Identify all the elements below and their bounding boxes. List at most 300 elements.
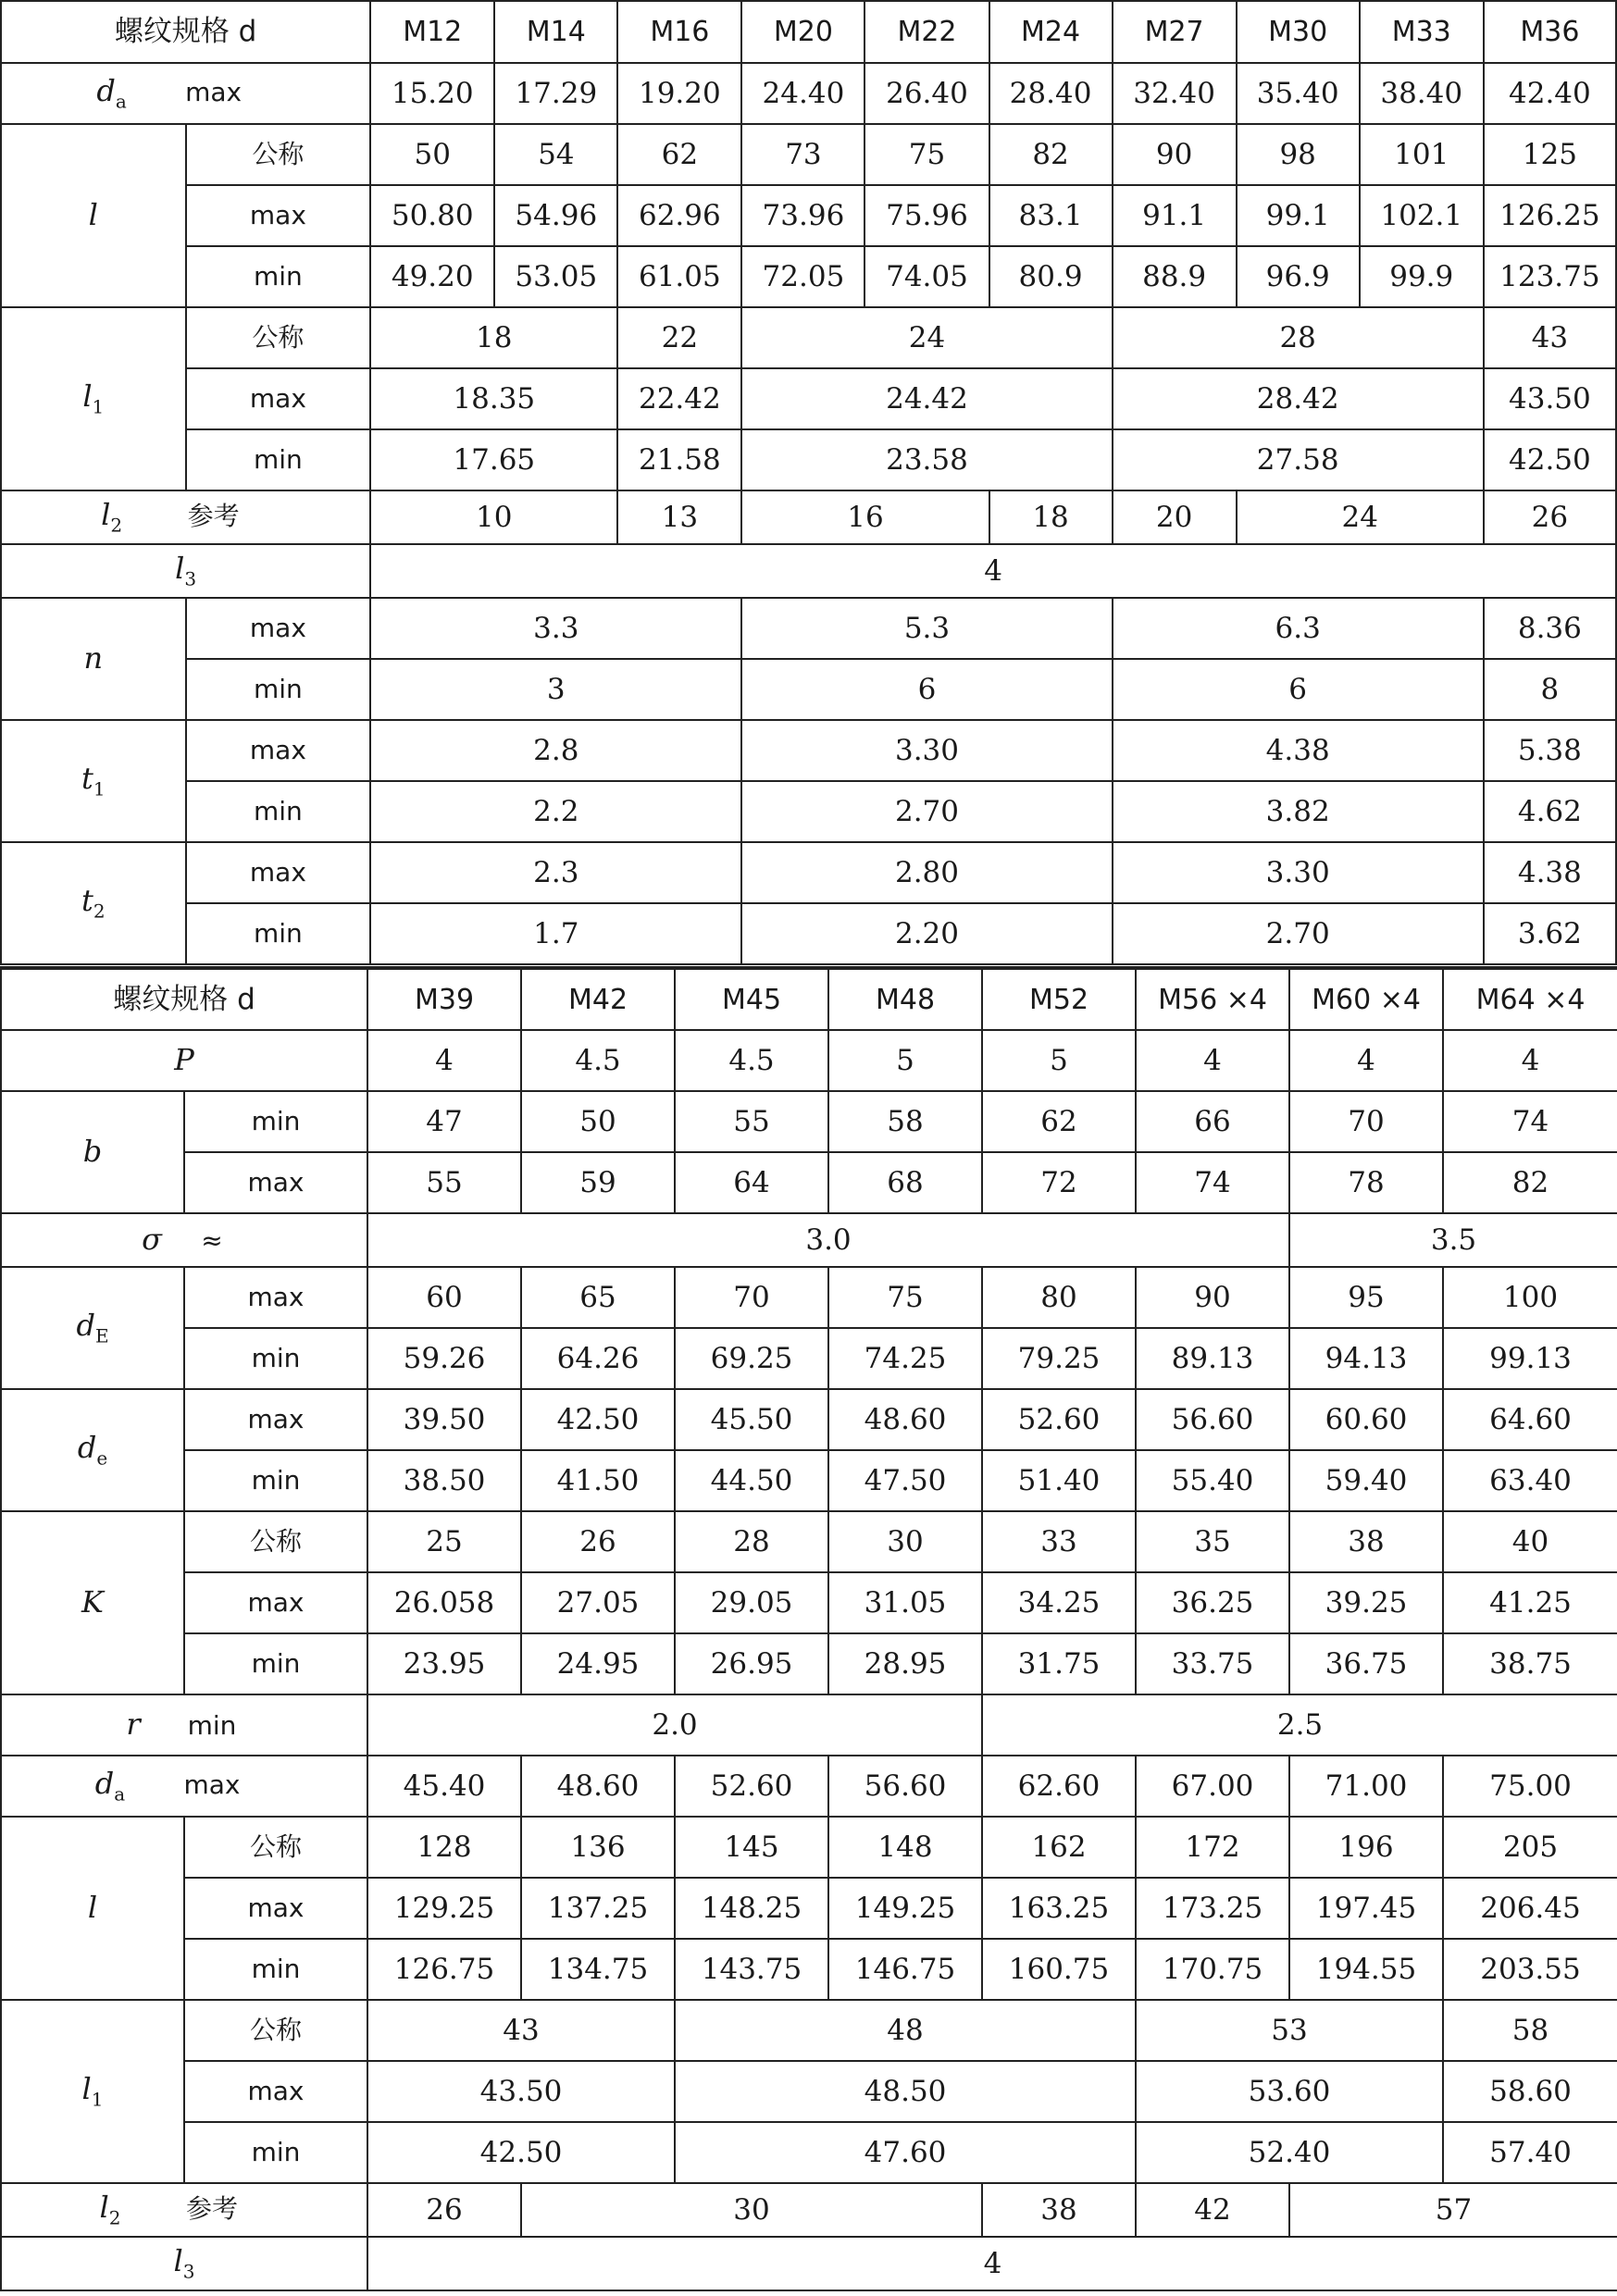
table-cell: 99.9 xyxy=(1360,246,1484,307)
table-cell: 99.1 xyxy=(1237,185,1360,246)
table-cell: 82 xyxy=(989,124,1113,185)
size-header: M16 xyxy=(617,1,741,63)
table-cell: 1.7 xyxy=(370,903,741,964)
table-cell: 38 xyxy=(982,2183,1136,2237)
table-cell: 35.40 xyxy=(1237,63,1360,124)
table-cell: 28.95 xyxy=(828,1633,982,1694)
table-cell: 4.5 xyxy=(675,1030,828,1091)
size-header: M45 xyxy=(675,968,828,1030)
table-cell: 5 xyxy=(982,1030,1136,1091)
b-max-row xyxy=(1,1152,1617,1213)
table-cell: 70 xyxy=(675,1267,828,1328)
table-cell: 99.13 xyxy=(1443,1328,1617,1389)
t2-min-row xyxy=(1,903,1616,964)
t2-symbol: $t_2$ xyxy=(1,842,186,964)
size-header: M27 xyxy=(1113,1,1237,63)
table-cell: 82 xyxy=(1443,1152,1617,1213)
table-cell: 23.58 xyxy=(741,429,1112,490)
table-cell: 10 xyxy=(370,490,617,544)
size-header: M30 xyxy=(1237,1,1360,63)
table-cell: 91.1 xyxy=(1113,185,1237,246)
table-cell: 3.0 xyxy=(367,1213,1289,1267)
table-cell: 74.05 xyxy=(864,246,989,307)
l1-min-row xyxy=(1,429,1616,490)
r-symbol: r xyxy=(126,1706,141,1743)
table-cell: 160.75 xyxy=(982,1939,1136,2000)
da-max-label: max xyxy=(183,1769,241,1801)
size-header: M36 xyxy=(1484,1,1616,63)
table-cell: 52.60 xyxy=(675,1756,828,1817)
table-cell: 75 xyxy=(864,124,989,185)
table-cell: 50 xyxy=(521,1091,675,1152)
table-cell: 17.29 xyxy=(494,63,617,124)
table-cell: 62 xyxy=(982,1091,1136,1152)
table-cell: 123.75 xyxy=(1484,246,1616,307)
table-cell: 42.50 xyxy=(1484,429,1616,490)
l2-row xyxy=(1,490,1616,544)
table-cell: 4 xyxy=(1136,1030,1289,1091)
r-row xyxy=(1,1694,1617,1756)
table-cell: 52.60 xyxy=(982,1389,1136,1450)
l1-max-row xyxy=(1,368,1616,429)
size-header: M33 xyxy=(1360,1,1484,63)
table-cell: 57 xyxy=(1289,2183,1617,2237)
n-symbol: n xyxy=(1,598,186,720)
table-cell: 148 xyxy=(828,1817,982,1878)
size-header: M20 xyxy=(741,1,864,63)
table-cell: 89.13 xyxy=(1136,1328,1289,1389)
size-header: M24 xyxy=(989,1,1113,63)
p-symbol: P xyxy=(1,1030,367,1091)
table-cell: 67.00 xyxy=(1136,1756,1289,1817)
da-label xyxy=(1,63,370,124)
table-cell: 58 xyxy=(1443,2000,1617,2061)
max-label: max xyxy=(184,2061,367,2122)
table-cell: 3.82 xyxy=(1113,781,1484,842)
l3-row xyxy=(1,544,1616,598)
de-max-row xyxy=(1,1389,1617,1450)
table-cell: 24.42 xyxy=(741,368,1112,429)
table-cell: 53.60 xyxy=(1136,2061,1443,2122)
table-cell: 75 xyxy=(828,1267,982,1328)
table-cell: 148.25 xyxy=(675,1878,828,1939)
reference-label: 参考 xyxy=(187,501,240,532)
table-cell: 26 xyxy=(367,2183,521,2237)
table-cell: 146.75 xyxy=(828,1939,982,2000)
max-label: max xyxy=(184,1152,367,1213)
table-cell: 48.60 xyxy=(828,1389,982,1450)
table-cell: 61.05 xyxy=(617,246,741,307)
table-cell: 65 xyxy=(521,1267,675,1328)
max-label: max xyxy=(186,842,371,903)
table-cell: 26 xyxy=(521,1511,675,1572)
table-cell: 74 xyxy=(1136,1152,1289,1213)
l-symbol: l xyxy=(1,124,186,307)
size-header: M64 ×4 xyxy=(1443,968,1617,1030)
da-label xyxy=(1,1756,367,1817)
table-cell: 129.25 xyxy=(367,1878,521,1939)
table-cell: 42.50 xyxy=(367,2122,675,2183)
nominal-label: 公称 xyxy=(184,1817,367,1878)
table-cell: 31.05 xyxy=(828,1572,982,1633)
max-label: max xyxy=(186,368,371,429)
table-cell: 54 xyxy=(494,124,617,185)
max-label: max xyxy=(184,1267,367,1328)
table-cell: 88.9 xyxy=(1113,246,1237,307)
table-cell: 2.70 xyxy=(1113,903,1484,964)
table-cell: 74.25 xyxy=(828,1328,982,1389)
l-max-row xyxy=(1,185,1616,246)
table-cell: 54.96 xyxy=(494,185,617,246)
l2-symbol: $l_2$ xyxy=(101,497,123,537)
dE-symbol: $d_E$ xyxy=(1,1267,184,1389)
table-cell: 71.00 xyxy=(1289,1756,1443,1817)
l1-symbol: $l_1$ xyxy=(1,307,186,490)
table-cell: 80.9 xyxy=(989,246,1113,307)
table-cell: 74 xyxy=(1443,1091,1617,1152)
table-cell: 64.60 xyxy=(1443,1389,1617,1450)
table-cell: 102.1 xyxy=(1360,185,1484,246)
table-cell: 79.25 xyxy=(982,1328,1136,1389)
table-cell: 48 xyxy=(675,2000,1136,2061)
sigma-row xyxy=(1,1213,1617,1267)
table-cell: 162 xyxy=(982,1817,1136,1878)
table-cell: 75.96 xyxy=(864,185,989,246)
table-cell: 2.20 xyxy=(741,903,1112,964)
max-label: max xyxy=(186,720,371,781)
n-min-row xyxy=(1,659,1616,720)
table-cell: 21.58 xyxy=(617,429,741,490)
table-cell: 4 xyxy=(370,544,1616,598)
table-cell: 203.55 xyxy=(1443,1939,1617,2000)
reference-label: 参考 xyxy=(185,2193,238,2225)
min-label: min xyxy=(184,2122,367,2183)
table-cell: 15.20 xyxy=(370,63,494,124)
min-label: min xyxy=(184,1939,367,2000)
table-cell: 26.95 xyxy=(675,1633,828,1694)
table-cell: 2.5 xyxy=(982,1694,1617,1756)
table-cell: 39.25 xyxy=(1289,1572,1443,1633)
size-header: M12 xyxy=(370,1,494,63)
table-cell: 58.60 xyxy=(1443,2061,1617,2122)
table-cell: 28.42 xyxy=(1113,368,1484,429)
size-header: M39 xyxy=(367,968,521,1030)
table-cell: 25 xyxy=(367,1511,521,1572)
table-cell: 26.058 xyxy=(367,1572,521,1633)
table-cell: 8.36 xyxy=(1484,598,1616,659)
table-cell: 18.35 xyxy=(370,368,617,429)
sigma-symbol: σ xyxy=(142,1222,162,1258)
table-cell: 30 xyxy=(828,1511,982,1572)
table-cell: 27.05 xyxy=(521,1572,675,1633)
table-cell: 47 xyxy=(367,1091,521,1152)
table-cell: 95 xyxy=(1289,1267,1443,1328)
table-cell: 59.40 xyxy=(1289,1450,1443,1511)
table-cell: 206.45 xyxy=(1443,1878,1617,1939)
nominal-label: 公称 xyxy=(186,307,371,368)
table-cell: 20 xyxy=(1113,490,1237,544)
l-nominal-row xyxy=(1,1817,1617,1878)
min-label: min xyxy=(184,1328,367,1389)
table-cell: 62 xyxy=(617,124,741,185)
min-label: min xyxy=(184,1091,367,1152)
table-cell: 28.40 xyxy=(989,63,1113,124)
l-min-row xyxy=(1,1939,1617,2000)
table-cell: 137.25 xyxy=(521,1878,675,1939)
table-cell: 72.05 xyxy=(741,246,864,307)
table-cell: 53.05 xyxy=(494,246,617,307)
table-cell: 4.38 xyxy=(1113,720,1484,781)
table-cell: 27.58 xyxy=(1113,429,1484,490)
table-cell: 28 xyxy=(1113,307,1484,368)
table-cell: 50.80 xyxy=(370,185,494,246)
table-cell: 41.25 xyxy=(1443,1572,1617,1633)
table-cell: 2.2 xyxy=(370,781,741,842)
table-cell: 48.60 xyxy=(521,1756,675,1817)
table-cell: 31.75 xyxy=(982,1633,1136,1694)
table-cell: 126.75 xyxy=(367,1939,521,2000)
table-cell: 6 xyxy=(1113,659,1484,720)
table-cell: 73.96 xyxy=(741,185,864,246)
table-cell: 60.60 xyxy=(1289,1389,1443,1450)
l2-symbol: $l_2$ xyxy=(99,2190,121,2229)
n-max-row xyxy=(1,598,1616,659)
table-cell: 134.75 xyxy=(521,1939,675,2000)
thread-spec-header: 螺纹规格 d xyxy=(1,1,370,63)
table-cell: 3 xyxy=(370,659,741,720)
table-cell: 4 xyxy=(1289,1030,1443,1091)
table-cell: 52.40 xyxy=(1136,2122,1443,2183)
table-cell: 30 xyxy=(521,2183,982,2237)
header-row xyxy=(1,968,1617,1030)
de-min-row xyxy=(1,1450,1617,1511)
k-symbol: K xyxy=(1,1511,184,1694)
table-cell: 6.3 xyxy=(1113,598,1484,659)
min-label: min xyxy=(186,659,371,720)
max-label: max xyxy=(184,1878,367,1939)
l3-symbol: $l_3$ xyxy=(1,544,370,598)
table-cell: 34.25 xyxy=(982,1572,1136,1633)
l-symbol: l xyxy=(1,1817,184,2000)
table-cell: 22 xyxy=(617,307,741,368)
table-cell: 33.75 xyxy=(1136,1633,1289,1694)
max-label: max xyxy=(184,1572,367,1633)
size-header: M56 ×4 xyxy=(1136,968,1289,1030)
table-cell: 75.00 xyxy=(1443,1756,1617,1817)
table-cell: 78 xyxy=(1289,1152,1443,1213)
da-symbol: $d_a$ xyxy=(94,1766,126,1806)
table-cell: 2.3 xyxy=(370,842,741,903)
size-header: M42 xyxy=(521,968,675,1030)
size-header: M14 xyxy=(494,1,617,63)
table-cell: 145 xyxy=(675,1817,828,1878)
da-row xyxy=(1,1756,1617,1817)
l-min-row xyxy=(1,246,1616,307)
spec-table-lower xyxy=(0,966,1617,2291)
max-label: max xyxy=(186,185,371,246)
table-cell: 4.38 xyxy=(1484,842,1616,903)
table-cell: 43 xyxy=(1484,307,1616,368)
k-nominal-row xyxy=(1,1511,1617,1572)
sigma-label xyxy=(1,1213,367,1267)
table-cell: 98 xyxy=(1237,124,1360,185)
min-label: min xyxy=(186,903,371,964)
table-cell: 57.40 xyxy=(1443,2122,1617,2183)
min-label: min xyxy=(184,1633,367,1694)
t2-max-row xyxy=(1,842,1616,903)
table-cell: 45.40 xyxy=(367,1756,521,1817)
l3-symbol: $l_3$ xyxy=(1,2237,367,2290)
approx-label: ≈ xyxy=(201,1225,223,1257)
table-cell: 16 xyxy=(741,490,989,544)
table-cell: 40 xyxy=(1443,1511,1617,1572)
table-cell: 73 xyxy=(741,124,864,185)
table-cell: 47.60 xyxy=(675,2122,1136,2183)
max-label: max xyxy=(186,598,371,659)
table-cell: 22.42 xyxy=(617,368,741,429)
table-cell: 42.40 xyxy=(1484,63,1616,124)
min-label: min xyxy=(184,1450,367,1511)
table-cell: 69.25 xyxy=(675,1328,828,1389)
table-cell: 4.62 xyxy=(1484,781,1616,842)
table-cell: 3.5 xyxy=(1289,1213,1617,1267)
table-cell: 5.38 xyxy=(1484,720,1616,781)
max-label: max xyxy=(184,1389,367,1450)
table-cell: 8 xyxy=(1484,659,1616,720)
l-nominal-row xyxy=(1,124,1616,185)
table-cell: 100 xyxy=(1443,1267,1617,1328)
table-cell: 2.0 xyxy=(367,1694,982,1756)
table-cell: 62.60 xyxy=(982,1756,1136,1817)
da-row xyxy=(1,63,1616,124)
table-cell: 4.5 xyxy=(521,1030,675,1091)
table-cell: 47.50 xyxy=(828,1450,982,1511)
table-cell: 80 xyxy=(982,1267,1136,1328)
l2-label xyxy=(1,490,370,544)
de-symbol: $d_e$ xyxy=(1,1389,184,1511)
min-label: min xyxy=(186,246,371,307)
table-cell: 56.60 xyxy=(1136,1389,1289,1450)
nominal-label: 公称 xyxy=(184,2000,367,2061)
table-cell: 2.80 xyxy=(741,842,1112,903)
table-cell: 90 xyxy=(1113,124,1237,185)
l1-nominal-row xyxy=(1,307,1616,368)
table-cell: 55.40 xyxy=(1136,1450,1289,1511)
t1-max-row xyxy=(1,720,1616,781)
table-cell: 42 xyxy=(1136,2183,1289,2237)
table-cell: 19.20 xyxy=(617,63,741,124)
table-cell: 29.05 xyxy=(675,1572,828,1633)
table-cell: 66 xyxy=(1136,1091,1289,1152)
l-max-row xyxy=(1,1878,1617,1939)
table-cell: 41.50 xyxy=(521,1450,675,1511)
min-label: min xyxy=(186,429,371,490)
table-cell: 64.26 xyxy=(521,1328,675,1389)
dE-max-row xyxy=(1,1267,1617,1328)
table-cell: 94.13 xyxy=(1289,1328,1443,1389)
table-cell: 4 xyxy=(367,2237,1617,2290)
table-cell: 101 xyxy=(1360,124,1484,185)
table-cell: 24 xyxy=(1237,490,1484,544)
table-cell: 55 xyxy=(367,1152,521,1213)
l1-nominal-row xyxy=(1,2000,1617,2061)
table-cell: 128 xyxy=(367,1817,521,1878)
table-cell: 90 xyxy=(1136,1267,1289,1328)
l1-max-row xyxy=(1,2061,1617,2122)
table-cell: 26.40 xyxy=(864,63,989,124)
table-cell: 3.30 xyxy=(741,720,1112,781)
table-cell: 56.60 xyxy=(828,1756,982,1817)
table-cell: 196 xyxy=(1289,1817,1443,1878)
size-header: M48 xyxy=(828,968,982,1030)
size-header: M60 ×4 xyxy=(1289,968,1443,1030)
table-cell: 3.30 xyxy=(1113,842,1484,903)
k-max-row xyxy=(1,1572,1617,1633)
table-cell: 45.50 xyxy=(675,1389,828,1450)
spec-table-upper xyxy=(0,0,1617,965)
table-cell: 48.50 xyxy=(675,2061,1136,2122)
table-cell: 43.50 xyxy=(1484,368,1616,429)
table-cell: 126.25 xyxy=(1484,185,1616,246)
table-cell: 39.50 xyxy=(367,1389,521,1450)
table-cell: 172 xyxy=(1136,1817,1289,1878)
table-cell: 35 xyxy=(1136,1511,1289,1572)
table-cell: 70 xyxy=(1289,1091,1443,1152)
dE-min-row xyxy=(1,1328,1617,1389)
table-cell: 6 xyxy=(741,659,1112,720)
table-cell: 24.95 xyxy=(521,1633,675,1694)
table-cell: 136 xyxy=(521,1817,675,1878)
table-cell: 26 xyxy=(1484,490,1616,544)
b-min-row xyxy=(1,1091,1617,1152)
table-cell: 38.50 xyxy=(367,1450,521,1511)
da-max-label: max xyxy=(185,77,243,108)
table-cell: 53 xyxy=(1136,2000,1443,2061)
table-cell: 32.40 xyxy=(1113,63,1237,124)
table-cell: 125 xyxy=(1484,124,1616,185)
table-cell: 3.3 xyxy=(370,598,741,659)
table-cell: 51.40 xyxy=(982,1450,1136,1511)
r-min-label: min xyxy=(187,1710,237,1742)
table-cell: 44.50 xyxy=(675,1450,828,1511)
nominal-label: 公称 xyxy=(184,1511,367,1572)
table-cell: 38.40 xyxy=(1360,63,1484,124)
l2-row xyxy=(1,2183,1617,2237)
table-cell: 42.50 xyxy=(521,1389,675,1450)
table-cell: 2.70 xyxy=(741,781,1112,842)
table-cell: 36.75 xyxy=(1289,1633,1443,1694)
table-cell: 4 xyxy=(367,1030,521,1091)
size-header: M52 xyxy=(982,968,1136,1030)
table-cell: 64 xyxy=(675,1152,828,1213)
table-cell: 83.1 xyxy=(989,185,1113,246)
size-header: M22 xyxy=(864,1,989,63)
table-cell: 18 xyxy=(370,307,617,368)
b-symbol: b xyxy=(1,1091,184,1213)
l3-row xyxy=(1,2237,1617,2290)
table-cell: 62.96 xyxy=(617,185,741,246)
table-cell: 23.95 xyxy=(367,1633,521,1694)
table-cell: 59 xyxy=(521,1152,675,1213)
t1-min-row xyxy=(1,781,1616,842)
table-cell: 96.9 xyxy=(1237,246,1360,307)
table-cell: 143.75 xyxy=(675,1939,828,2000)
table-cell: 163.25 xyxy=(982,1878,1136,1939)
thread-spec-header: 螺纹规格 d xyxy=(1,968,367,1030)
table-cell: 4 xyxy=(1443,1030,1617,1091)
p-row xyxy=(1,1030,1617,1091)
l2-label xyxy=(1,2183,367,2237)
